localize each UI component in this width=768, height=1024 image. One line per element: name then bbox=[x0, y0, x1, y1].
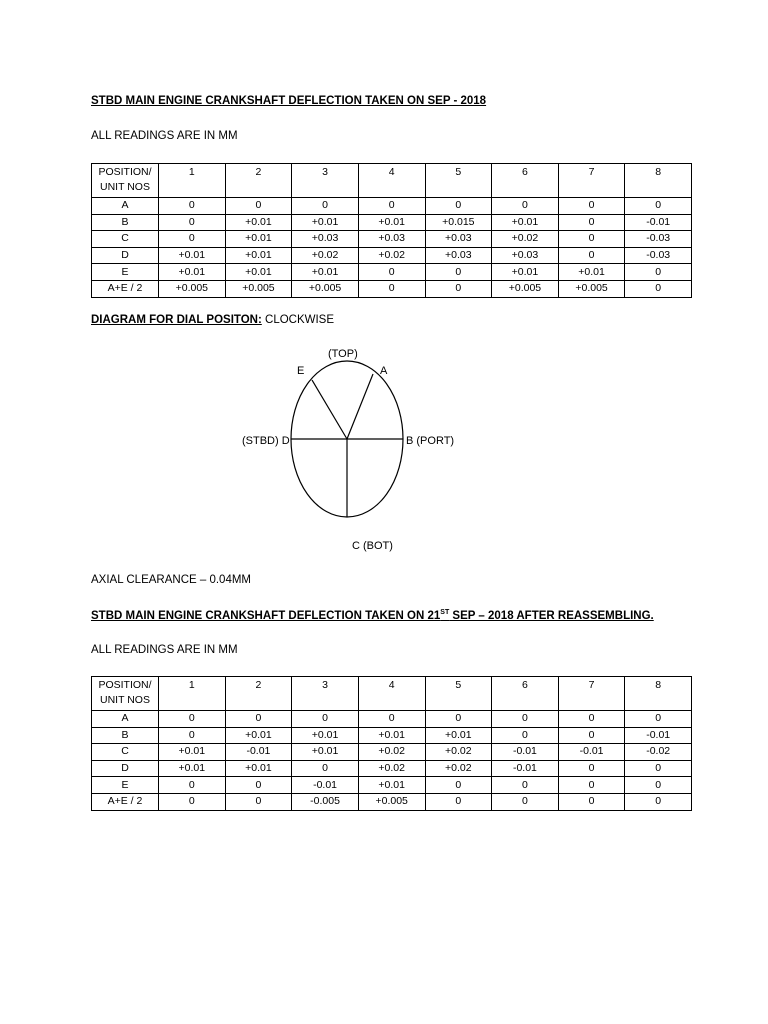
unit-column-header: 3 bbox=[292, 164, 359, 198]
table-cell: -0.02 bbox=[625, 744, 692, 761]
header-line-2: UNIT NOS bbox=[100, 694, 150, 706]
header-line-2: UNIT NOS bbox=[100, 181, 150, 193]
table-cell: +0.01 bbox=[292, 264, 359, 281]
diagram-heading-line bbox=[91, 314, 334, 326]
table-cell: +0.015 bbox=[425, 214, 492, 231]
unit-column-header: 6 bbox=[492, 164, 559, 198]
table-header-row bbox=[92, 677, 692, 711]
dial-label-e: E bbox=[297, 365, 305, 377]
table-row bbox=[92, 231, 692, 248]
row-label: D bbox=[92, 247, 159, 264]
table-cell: 0 bbox=[625, 760, 692, 777]
row-label: A+E / 2 bbox=[92, 280, 159, 297]
table-row bbox=[92, 727, 692, 744]
table-cell: +0.005 bbox=[358, 793, 425, 810]
row-label: E bbox=[92, 264, 159, 281]
table-cell: 0 bbox=[159, 777, 226, 794]
dial-line-e bbox=[312, 380, 347, 439]
table-cell: +0.01 bbox=[292, 727, 359, 744]
position-unit-header bbox=[92, 164, 159, 198]
section2-units-note: ALL READINGS ARE IN MM bbox=[91, 644, 238, 656]
unit-column-header: 2 bbox=[225, 164, 292, 198]
table-cell: 0 bbox=[558, 727, 625, 744]
table-cell: -0.01 bbox=[492, 760, 559, 777]
table-row bbox=[92, 198, 692, 215]
table-cell: +0.03 bbox=[292, 231, 359, 248]
deflection-table-1 bbox=[91, 163, 692, 298]
table-cell: +0.01 bbox=[358, 214, 425, 231]
table-cell: 0 bbox=[159, 711, 226, 728]
table-row bbox=[92, 280, 692, 297]
table-cell: +0.01 bbox=[159, 760, 226, 777]
table-cell: +0.02 bbox=[292, 247, 359, 264]
row-label: E bbox=[92, 777, 159, 794]
table-cell: +0.005 bbox=[558, 280, 625, 297]
table-cell: 0 bbox=[492, 198, 559, 215]
table-cell: 0 bbox=[425, 793, 492, 810]
table-cell: +0.01 bbox=[358, 727, 425, 744]
table-cell: +0.005 bbox=[225, 280, 292, 297]
table-cell: 0 bbox=[492, 793, 559, 810]
row-label: C bbox=[92, 231, 159, 248]
table-cell: +0.02 bbox=[358, 760, 425, 777]
dial-label-a: A bbox=[380, 365, 388, 377]
deflection-table-2 bbox=[91, 676, 692, 811]
table-cell: 0 bbox=[625, 264, 692, 281]
table-cell: 0 bbox=[159, 214, 226, 231]
dial-label-port: B (PORT) bbox=[406, 435, 455, 447]
table-cell: 0 bbox=[159, 793, 226, 810]
table-row bbox=[92, 744, 692, 761]
position-unit-header bbox=[92, 677, 159, 711]
table-cell: 0 bbox=[625, 793, 692, 810]
table-cell: 0 bbox=[425, 198, 492, 215]
dial-line-a bbox=[347, 374, 373, 439]
table-cell: +0.03 bbox=[425, 231, 492, 248]
table-row bbox=[92, 264, 692, 281]
unit-column-header: 1 bbox=[159, 164, 226, 198]
table-cell: -0.03 bbox=[625, 247, 692, 264]
table-cell: +0.02 bbox=[358, 247, 425, 264]
table-cell: 0 bbox=[425, 777, 492, 794]
table-cell: 0 bbox=[558, 793, 625, 810]
table-cell: 0 bbox=[558, 777, 625, 794]
table-cell: 0 bbox=[625, 198, 692, 215]
unit-column-header: 8 bbox=[625, 164, 692, 198]
table-cell: 0 bbox=[358, 198, 425, 215]
unit-column-header: 1 bbox=[159, 677, 226, 711]
table-cell: 0 bbox=[225, 198, 292, 215]
diagram-direction: CLOCKWISE bbox=[265, 314, 335, 326]
table-cell: +0.01 bbox=[159, 744, 226, 761]
table-cell: 0 bbox=[292, 711, 359, 728]
section2-title-sup: ST bbox=[440, 609, 450, 617]
table-cell: +0.02 bbox=[492, 231, 559, 248]
row-label: B bbox=[92, 214, 159, 231]
axial-clearance: AXIAL CLEARANCE – 0.04MM bbox=[91, 574, 251, 586]
section2-title bbox=[91, 610, 654, 622]
table-cell: +0.01 bbox=[358, 777, 425, 794]
table-cell: 0 bbox=[292, 198, 359, 215]
table-cell: 0 bbox=[492, 727, 559, 744]
table-cell: +0.01 bbox=[492, 214, 559, 231]
table-cell: +0.02 bbox=[425, 760, 492, 777]
unit-column-header: 6 bbox=[492, 677, 559, 711]
table-cell: 0 bbox=[292, 760, 359, 777]
table-cell: +0.01 bbox=[225, 214, 292, 231]
header-line-1: POSITION/ bbox=[98, 679, 152, 691]
table-cell: 0 bbox=[159, 231, 226, 248]
unit-column-header: 7 bbox=[558, 164, 625, 198]
table-cell: 0 bbox=[558, 198, 625, 215]
table-cell: +0.01 bbox=[159, 247, 226, 264]
row-label: D bbox=[92, 760, 159, 777]
table-cell: +0.01 bbox=[225, 727, 292, 744]
table-cell: 0 bbox=[358, 280, 425, 297]
header-line-1: POSITION/ bbox=[98, 166, 152, 178]
dial-label-bottom: C (BOT) bbox=[352, 540, 393, 552]
unit-column-header: 5 bbox=[425, 677, 492, 711]
table-cell: -0.01 bbox=[492, 744, 559, 761]
unit-column-header: 4 bbox=[358, 164, 425, 198]
table-cell: 0 bbox=[225, 711, 292, 728]
table-cell: 0 bbox=[225, 777, 292, 794]
unit-column-header: 2 bbox=[225, 677, 292, 711]
table-cell: -0.01 bbox=[225, 744, 292, 761]
table-cell: +0.005 bbox=[492, 280, 559, 297]
section2-title-part1: STBD MAIN ENGINE CRANKSHAFT DEFLECTION TAKEN ON 21 bbox=[91, 610, 441, 622]
table-cell: 0 bbox=[558, 711, 625, 728]
table-cell: +0.01 bbox=[292, 214, 359, 231]
table-cell: 0 bbox=[159, 727, 226, 744]
unit-column-header: 8 bbox=[625, 677, 692, 711]
table-cell: 0 bbox=[558, 760, 625, 777]
table-row bbox=[92, 777, 692, 794]
table-cell: +0.03 bbox=[492, 247, 559, 264]
table-cell: 0 bbox=[492, 711, 559, 728]
table-cell: +0.01 bbox=[225, 760, 292, 777]
table-row bbox=[92, 214, 692, 231]
table-cell: 0 bbox=[358, 264, 425, 281]
table-cell: -0.005 bbox=[292, 793, 359, 810]
table-row bbox=[92, 760, 692, 777]
unit-column-header: 4 bbox=[358, 677, 425, 711]
row-label: A+E / 2 bbox=[92, 793, 159, 810]
table-cell: +0.005 bbox=[292, 280, 359, 297]
table-cell: 0 bbox=[625, 777, 692, 794]
row-label: C bbox=[92, 744, 159, 761]
table-cell: +0.01 bbox=[225, 264, 292, 281]
table-cell: 0 bbox=[625, 711, 692, 728]
row-label: B bbox=[92, 727, 159, 744]
table-cell: 0 bbox=[625, 280, 692, 297]
table-cell: 0 bbox=[558, 214, 625, 231]
table-cell: -0.01 bbox=[292, 777, 359, 794]
table-cell: +0.03 bbox=[425, 247, 492, 264]
table-cell: -0.01 bbox=[625, 727, 692, 744]
table-cell: -0.01 bbox=[625, 214, 692, 231]
table-header-row bbox=[92, 164, 692, 198]
table-row bbox=[92, 711, 692, 728]
table-row bbox=[92, 793, 692, 810]
table-cell: 0 bbox=[159, 198, 226, 215]
unit-column-header: 5 bbox=[425, 164, 492, 198]
section1-title: STBD MAIN ENGINE CRANKSHAFT DEFLECTION TAKEN ON SEP - 2018 bbox=[91, 95, 487, 107]
table-cell: +0.01 bbox=[225, 231, 292, 248]
dial-position-diagram bbox=[280, 360, 420, 530]
table-cell: -0.03 bbox=[625, 231, 692, 248]
table-cell: 0 bbox=[492, 777, 559, 794]
section1-units-note: ALL READINGS ARE IN MM bbox=[91, 130, 238, 142]
diagram-heading: DIAGRAM FOR DIAL POSITON: bbox=[91, 314, 262, 326]
table-cell: -0.01 bbox=[558, 744, 625, 761]
table-cell: +0.005 bbox=[159, 280, 226, 297]
table-cell: 0 bbox=[425, 280, 492, 297]
table-cell: +0.02 bbox=[425, 744, 492, 761]
row-label: A bbox=[92, 711, 159, 728]
table-row bbox=[92, 247, 692, 264]
table-cell: +0.01 bbox=[292, 744, 359, 761]
table-cell: 0 bbox=[425, 711, 492, 728]
table-cell: +0.03 bbox=[358, 231, 425, 248]
table-cell: 0 bbox=[558, 247, 625, 264]
table-cell: +0.01 bbox=[558, 264, 625, 281]
table-cell: +0.01 bbox=[425, 727, 492, 744]
dial-label-stbd: (STBD) D bbox=[242, 435, 290, 447]
table-cell: 0 bbox=[425, 264, 492, 281]
dial-label-top: (TOP) bbox=[328, 348, 358, 360]
unit-column-header: 3 bbox=[292, 677, 359, 711]
table-cell: +0.01 bbox=[492, 264, 559, 281]
unit-column-header: 7 bbox=[558, 677, 625, 711]
table-cell: +0.01 bbox=[225, 247, 292, 264]
section2-title-part2: SEP – 2018 AFTER REASSEMBLING. bbox=[449, 610, 654, 622]
table-cell: 0 bbox=[558, 231, 625, 248]
table-cell: +0.02 bbox=[358, 744, 425, 761]
table-cell: 0 bbox=[358, 711, 425, 728]
table-cell: 0 bbox=[225, 793, 292, 810]
row-label: A bbox=[92, 198, 159, 215]
table-cell: +0.01 bbox=[159, 264, 226, 281]
